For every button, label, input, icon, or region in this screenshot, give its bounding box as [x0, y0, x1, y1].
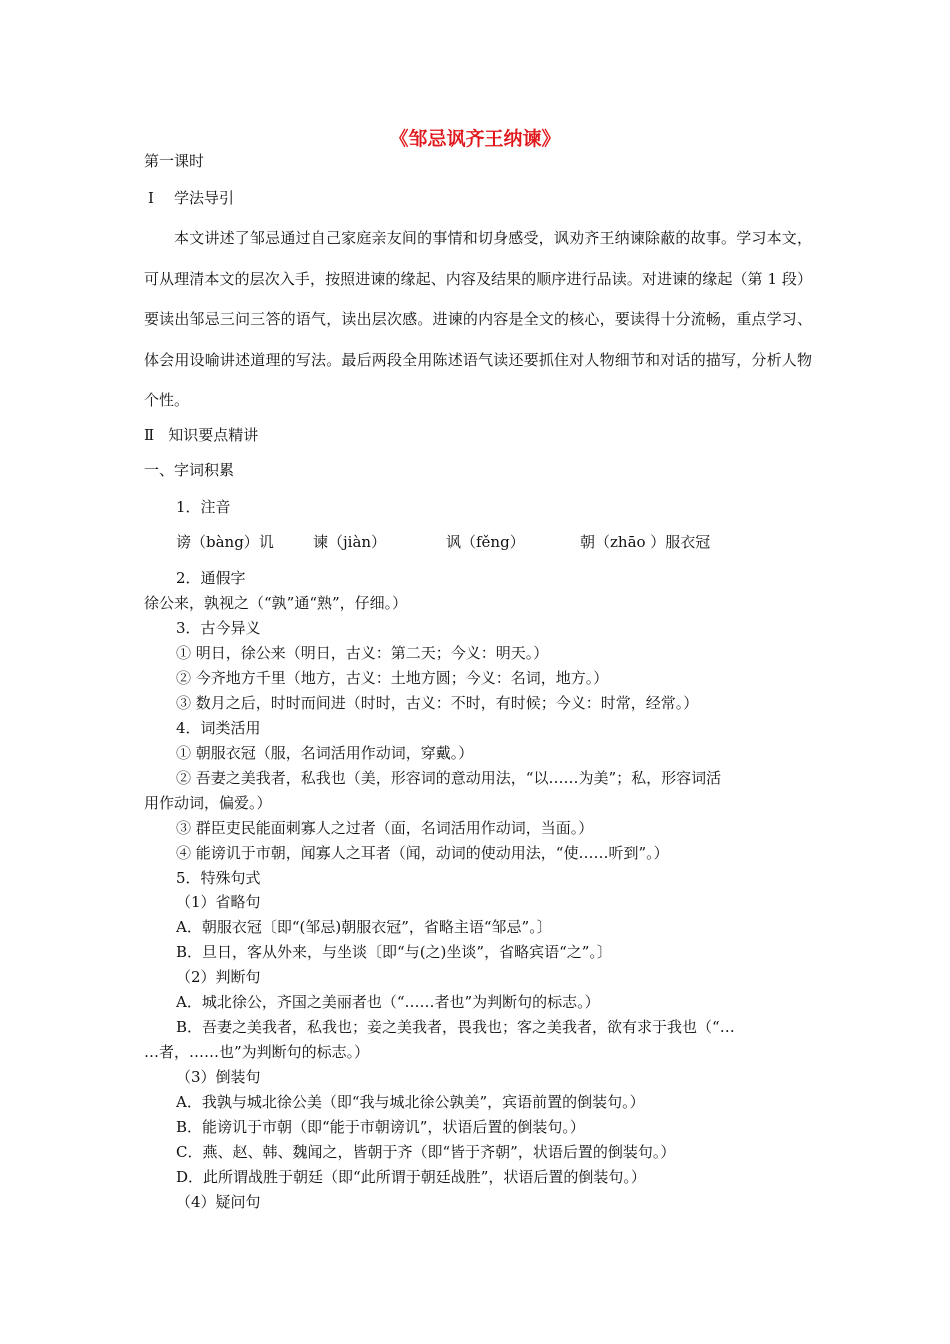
teshu-subheading: （1）省略句 [176, 893, 261, 911]
part-1-heading: 一、字词积累 [144, 461, 235, 479]
tongjia-line: 徐公来，孰视之（“孰”通“熟”，仔细。） [144, 594, 408, 612]
pronunciation-item: 讽（fěng） [446, 533, 525, 551]
teshu-line: …者，……也”为判断句的标志。） [144, 1043, 370, 1061]
teshu-line: C．燕、赵、韩、魏闻之，皆朝于齐（即“皆于齐朝”，状语后置的倒装句。） [176, 1143, 676, 1161]
section-1-number: Ⅰ [148, 189, 154, 207]
gujin-heading: 3．古今异义 [176, 619, 261, 637]
teshu-heading: 5．特殊句式 [176, 869, 261, 887]
pronunciation-item: 谤（bàng）讥 [176, 533, 274, 551]
pronunciation-heading: 1．注音 [176, 498, 231, 516]
teshu-line: A．我孰与城北徐公美（即“我与城北徐公孰美”，宾语前置的倒装句。） [176, 1093, 645, 1111]
teshu-subheading: （2）判断句 [176, 968, 261, 986]
gujin-line: ① 明日，徐公来（明日，古义：第二天；今义：明天。） [176, 644, 549, 662]
intro-paragraph: 本文讲述了邹忌通过自己家庭亲友间的事情和切身感受，讽劝齐王纳谏除蔽的故事。学习本文，可从理清本文的层次入手，按照进谏的缘起、内容及结果的顺序进行品读。对进谏的缘起（第 1 段）要读出邹忌三问三答的语气，读出层次感。进谏的内容是全文的核心，要读得十分流畅，重点学习、体会用设喻讲述道理的写法。最后两段全用陈述语气读还要抓住对人物细节和对话的描写，分析人物个性。 [144, 229, 812, 409]
section-1-heading [148, 188, 234, 208]
gujin-line: ② 今齐地方千里（地方，古义：土地方圆；今义：名词，地方。） [176, 669, 609, 687]
teshu-line: A．城北徐公，齐国之美丽者也（“……者也”为判断句的标志。） [176, 993, 600, 1011]
cilei-heading: 4．词类活用 [176, 719, 261, 737]
cilei-line: ② 吾妻之美我者，私我也（美，形容词的意动用法，“以……为美”；私，形容词活 [176, 769, 722, 787]
teshu-subheading: （3）倒装句 [176, 1068, 261, 1086]
tongjia-heading: 2．通假字 [176, 569, 246, 587]
teshu-line: A．朝服衣冠〔即“(邹忌)朝服衣冠”，省略主语“邹忌”。〕 [176, 918, 552, 936]
section-2-heading [144, 425, 258, 445]
pronunciation-item: 朝（zhāo ）服衣冠 [580, 533, 711, 551]
teshu-line: B．旦日，客从外来，与坐谈〔即“与(之)坐谈”，省略宾语“之”。〕 [176, 943, 612, 961]
cilei-line: ④ 能谤讥于市朝，闻寡人之耳者（闻，动词的使动用法，“使……听到”。） [176, 844, 669, 862]
document-title: 《邹忌讽齐王纳谏》 [389, 128, 561, 150]
lesson-label: 第一课时 [144, 152, 205, 170]
teshu-line: D．此所谓战胜于朝廷（即“此所谓于朝廷战胜”，状语后置的倒装句。） [176, 1168, 646, 1186]
cilei-line: ③ 群臣吏民能面刺寡人之过者（面，名词活用作动词，当面。） [176, 819, 594, 837]
teshu-line: B．吾妻之美我者，私我也；妾之美我者，畏我也；客之美我者，欲有求于我也（“… [176, 1018, 735, 1036]
cilei-line: ① 朝服衣冠（服，名词活用作动词，穿戴。） [176, 744, 474, 762]
gujin-line: ③ 数月之后，时时而间进（时时，古义：不时，有时候；今义：时常，经常。） [176, 694, 699, 712]
cilei-line: 用作动词，偏爱。） [144, 794, 272, 812]
teshu-subheading: （4）疑问句 [176, 1193, 261, 1211]
pronunciation-item: 谏（jiàn） [313, 533, 387, 551]
section-1-label: 学法导引 [173, 189, 234, 207]
section-2-number: Ⅱ [144, 426, 155, 444]
section-2-label: 知识要点精讲 [168, 426, 259, 444]
teshu-line: B．能谤讥于市朝（即“能于市朝谤讥”，状语后置的倒装句。） [176, 1118, 585, 1136]
